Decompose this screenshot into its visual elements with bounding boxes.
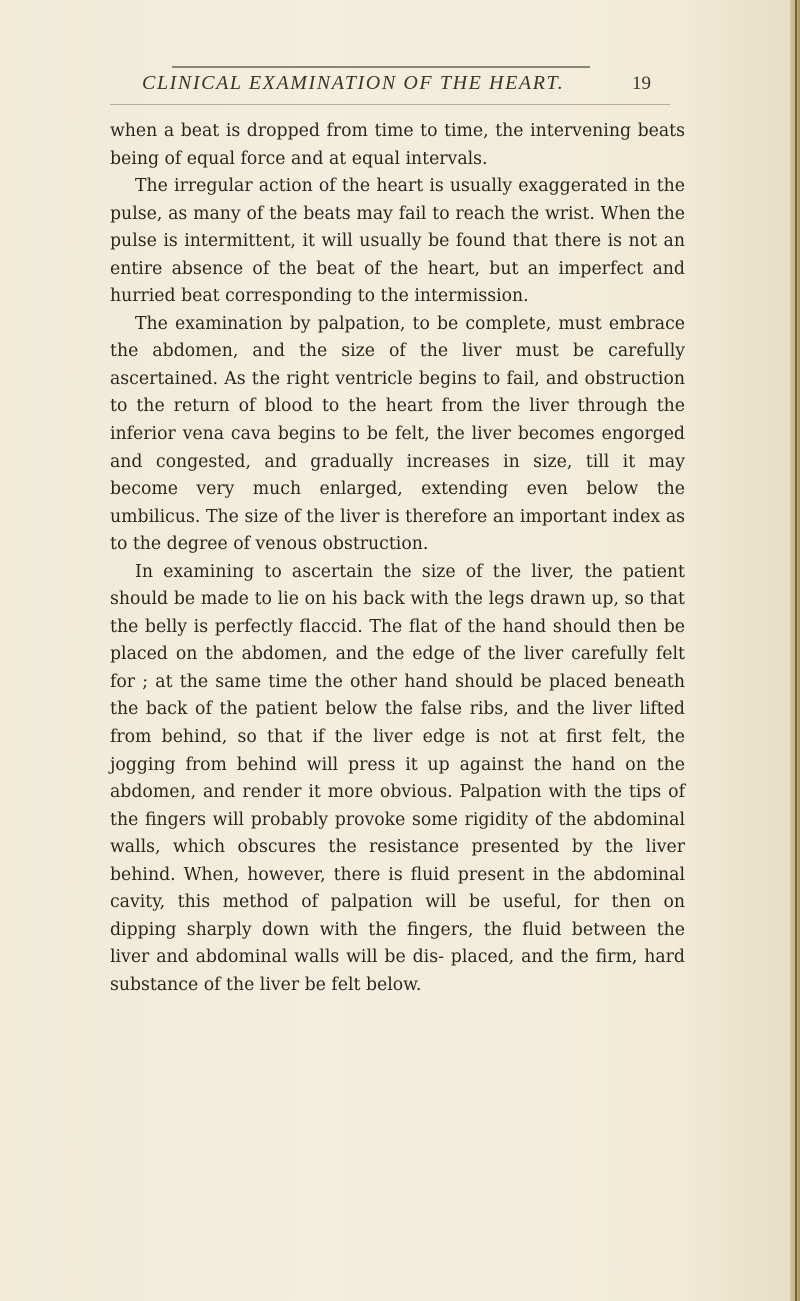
paragraph-continuation: when a beat is dropped from time to time, the intervening beats being of equal force and at equal intervals. bbox=[110, 121, 685, 169]
running-head-title: CLINICAL EXAMINATION OF THE HEART. bbox=[142, 72, 565, 94]
header-rule bbox=[110, 104, 670, 105]
paragraph: The irregular action of the heart is usually exaggerated in the pulse, as many of the beats may fail to reach the wrist. When the pulse is intermittent, it will usually be found that there is not an entire absence of the beat of the heart, but an imperfect and hurried beat corresponding to the intermission. bbox=[110, 176, 685, 307]
page-edge-line bbox=[795, 0, 797, 1301]
running-head bbox=[110, 72, 670, 106]
body-text bbox=[110, 118, 685, 1000]
paragraph: The examination by palpation, to be complete, must embrace the abdomen, and the size of the liver must be carefully ascertained. As the right ventricle begins to fail, and obstruction to the return of blood to the heart from the liver through the inferior vena cava begins to be felt, the liver becomes engorged and congested, and gradually increases in size, till it may become very much enlarged, extending even below the umbilicus. The size of the liver is therefore an important index as to the degree of venous obstruction. bbox=[110, 313, 685, 555]
page-number: 19 bbox=[632, 73, 651, 94]
paragraph: In examining to ascertain the size of the liver, the patient should be made to lie on his back with the legs drawn up, so that the belly is perfectly flaccid. The flat of the hand should then be placed on the abdomen, and the edge of the liver carefully felt for ; at the same time the other hand should be placed beneath the back of the patient below the false ribs, and the liver lifted from behind, so that if the liver edge is not at first felt, the jogging from behind will press it up against the hand on the abdomen, and render it more obvious. Palpation with the tips of the fingers will probably provoke some rigidity of the abdominal walls, which obscures the resistance presented by the liver behind. When, however, there is fluid present in the abdominal cavity, this method of palpation will be useful, for then on dipping sharply down with the fingers, the fluid between the liver and abdominal walls will be dis- placed, and the firm, hard substance of the liver be felt below. bbox=[110, 561, 685, 995]
top-rule bbox=[172, 66, 590, 68]
